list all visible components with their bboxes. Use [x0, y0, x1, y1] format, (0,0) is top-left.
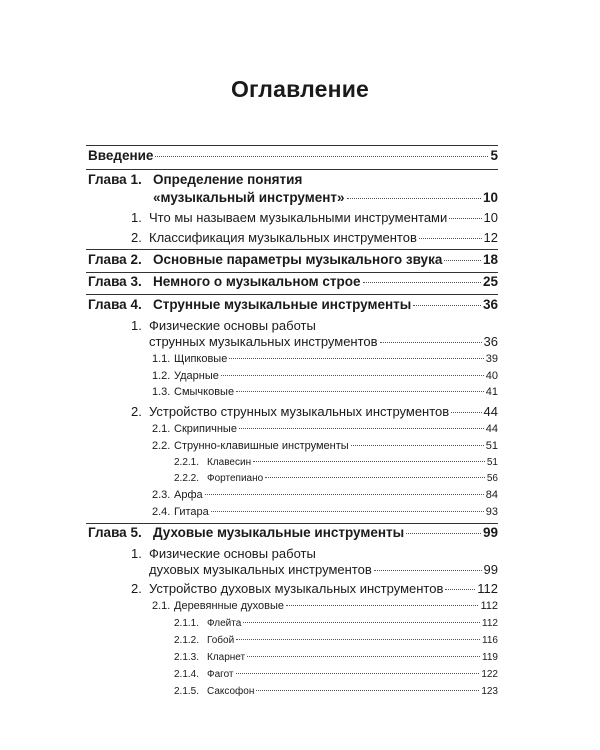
rule	[86, 272, 498, 273]
entry-title: «музыкальный инструмент»	[153, 190, 345, 205]
entry-title: Флейта	[207, 618, 242, 629]
chapter-number: Глава 4.	[88, 297, 142, 312]
section-number: 2.	[131, 404, 142, 419]
entry-title: Классификация музыкальных инструментов	[149, 230, 417, 245]
section-number: 2.	[131, 230, 142, 245]
page-number: 12	[483, 230, 498, 245]
page-number: 39	[485, 353, 498, 365]
dot-leader	[449, 218, 481, 219]
rule	[86, 294, 498, 295]
subsubsection-number: 2.1.5.	[174, 686, 200, 697]
chapter-number: Глава 1.	[88, 172, 142, 187]
dot-leader	[155, 156, 488, 157]
subsection-number: 2.2.	[152, 440, 171, 452]
dot-leader	[347, 198, 481, 199]
dot-leader	[363, 282, 481, 283]
entry-title: Кларнет	[207, 652, 246, 663]
entry-title: Струнно-клавишные инструменты	[174, 440, 349, 452]
dot-leader	[444, 260, 481, 261]
entry-title: духовых музыкальных инструментов	[149, 562, 372, 577]
subsubsection-number: 2.1.3.	[174, 652, 200, 663]
dot-leader	[236, 391, 484, 392]
entry-title: Основные параметры музыкального звука	[153, 252, 443, 267]
entry-title-line1: Определение понятия	[153, 172, 303, 187]
subsubsection-number: 2.1.1.	[174, 618, 200, 629]
entry-title: струнных музыкальных инструментов	[149, 334, 378, 349]
subsubsection-number: 2.2.2.	[174, 473, 200, 484]
dot-leader	[445, 589, 475, 590]
entry-title: Устройство струнных музыкальных инструментов	[149, 404, 450, 419]
entry-title: Арфа	[174, 489, 203, 501]
dot-leader	[406, 533, 481, 534]
dot-leader	[413, 305, 481, 306]
subsection-number: 2.4.	[152, 506, 171, 518]
page-title: Оглавление	[230, 76, 370, 102]
dot-leader	[229, 358, 483, 359]
page-number: 56	[486, 473, 498, 484]
dot-leader	[247, 656, 480, 657]
dot-leader	[236, 673, 480, 674]
section-number: 1.	[131, 210, 142, 225]
dot-leader	[236, 639, 480, 640]
page-number: 112	[482, 618, 498, 629]
subsection-number: 1.1.	[152, 353, 171, 365]
entry-title: Устройство духовых музыкальных инструментов	[149, 581, 444, 596]
page-number: 119	[482, 652, 498, 663]
page-number: 10	[483, 210, 498, 225]
entry-title-line1: Физические основы работы	[149, 546, 316, 561]
dot-leader	[253, 461, 485, 462]
dot-leader	[286, 605, 478, 606]
page-number: 44	[483, 404, 498, 419]
dot-leader	[256, 690, 479, 691]
dot-leader	[221, 375, 484, 376]
entry-title: Смычковые	[174, 386, 235, 398]
dot-leader	[380, 342, 482, 343]
page-number: 123	[481, 686, 498, 697]
page-number: 5	[490, 148, 498, 163]
dot-leader	[239, 428, 484, 429]
page-number: 84	[485, 489, 498, 501]
entry-title: Гобой	[207, 635, 235, 646]
section-number: 2.	[131, 581, 142, 596]
page-number: 51	[485, 440, 498, 452]
page-number: 112	[480, 600, 498, 612]
dot-leader	[451, 412, 481, 413]
page-number: 41	[485, 386, 498, 398]
subsection-number: 2.1.	[152, 600, 171, 612]
page-number: 93	[485, 506, 498, 518]
page-number: 36	[483, 334, 498, 349]
entry-title: Щипковые	[174, 353, 228, 365]
dot-leader	[351, 445, 484, 446]
subsection-number: 1.2.	[152, 370, 171, 382]
page-number: 112	[477, 581, 498, 596]
page-number: 25	[482, 274, 498, 289]
page-number: 36	[482, 297, 498, 312]
page-number: 116	[482, 635, 498, 646]
entry-title: Немного о музыкальном строе	[153, 274, 361, 289]
dot-leader	[265, 477, 485, 478]
chapter-number: Глава 2.	[88, 252, 142, 267]
dot-leader	[374, 570, 482, 571]
page-number: 99	[482, 525, 498, 540]
dot-leader	[205, 494, 484, 495]
page-number: 18	[482, 252, 498, 267]
subsection-number: 2.3.	[152, 489, 171, 501]
page-number: 122	[481, 669, 498, 680]
entry-title: Духовые музыкальные инструменты	[153, 525, 405, 540]
page-number: 51	[486, 457, 498, 468]
entry-title: Скрипичные	[174, 423, 237, 435]
subsection-number: 1.3.	[152, 386, 171, 398]
entry-title: Фортепиано	[207, 473, 264, 484]
chapter-number: Глава 3.	[88, 274, 142, 289]
section-number: 1.	[131, 318, 142, 333]
subsubsection-number: 2.2.1.	[174, 457, 200, 468]
subsection-number: 2.1.	[152, 423, 171, 435]
entry-title: Деревянные духовые	[174, 600, 284, 612]
rule	[86, 169, 498, 170]
entry-title: Введение	[88, 148, 154, 163]
entry-title: Саксофон	[207, 686, 255, 697]
entry-title: Ударные	[174, 370, 219, 382]
entry-title-line1: Физические основы работы	[149, 318, 316, 333]
entry-title: Что мы называем музыкальными инструментами	[149, 210, 448, 225]
entry-title: Струнные музыкальные инструменты	[153, 297, 412, 312]
subsubsection-number: 2.1.2.	[174, 635, 200, 646]
page-number: 44	[485, 423, 498, 435]
page-number: 10	[482, 190, 498, 205]
entry-title: Гитара	[174, 506, 209, 518]
chapter-number: Глава 5.	[88, 525, 142, 540]
top-rule	[86, 145, 498, 146]
dot-leader	[419, 238, 482, 239]
section-number: 1.	[131, 546, 142, 561]
page-number: 40	[485, 370, 498, 382]
entry-title: Клавесин	[207, 457, 252, 468]
dot-leader	[211, 511, 484, 512]
dot-leader	[243, 622, 480, 623]
subsubsection-number: 2.1.4.	[174, 669, 200, 680]
page-number: 99	[483, 562, 498, 577]
rule	[86, 249, 498, 250]
rule	[86, 523, 498, 524]
entry-title: Фагот	[207, 669, 234, 680]
